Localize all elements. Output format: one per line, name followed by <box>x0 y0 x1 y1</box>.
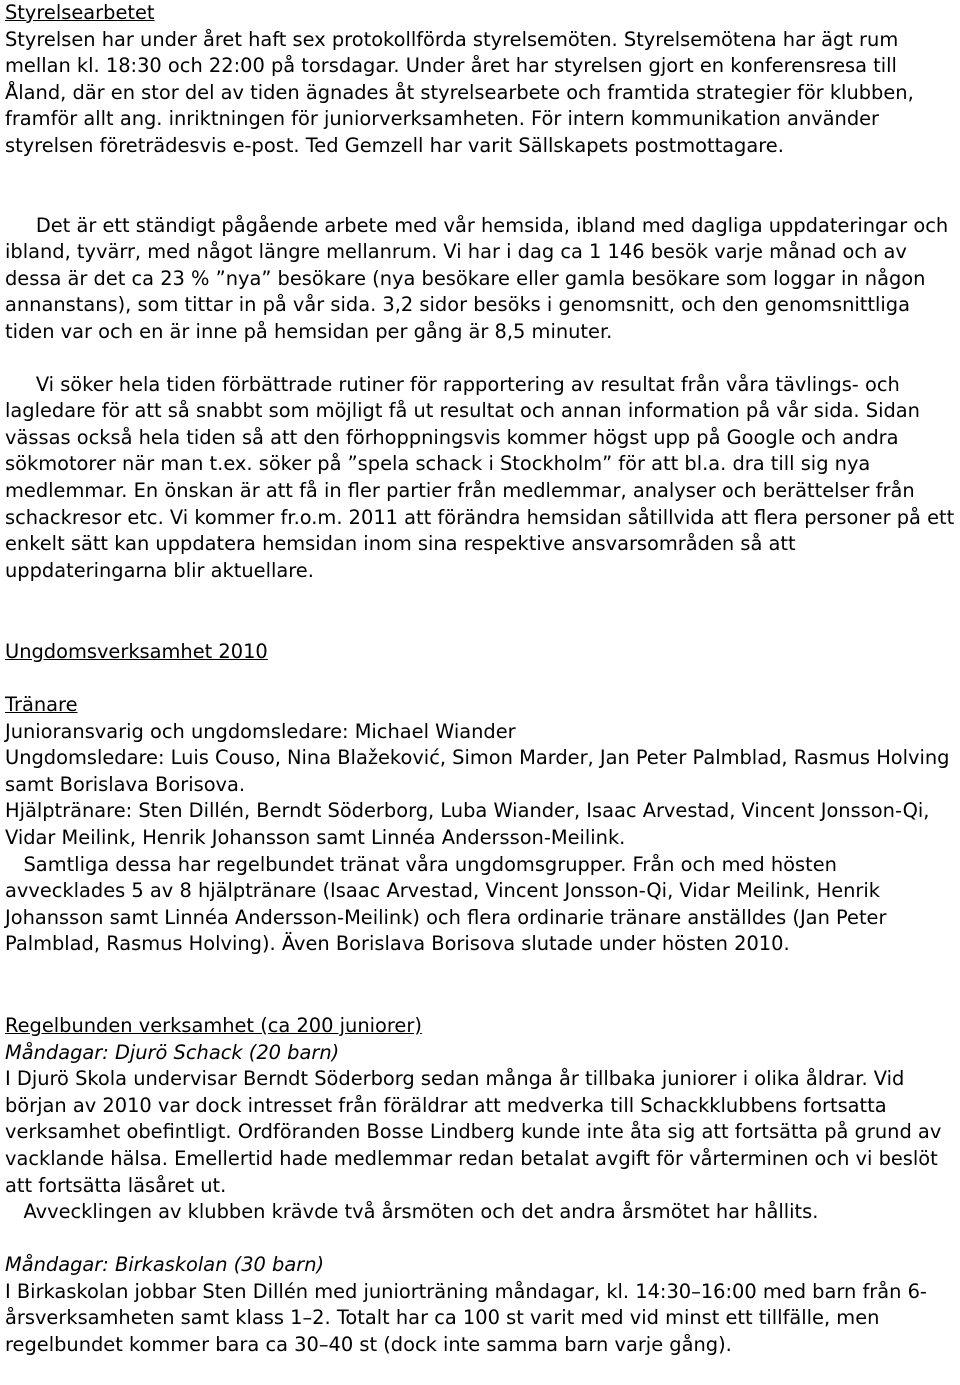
regelbunden-section <box>5 1013 957 1226</box>
section-heading: Styrelsearbetet <box>5 1 155 24</box>
body-paragraph <box>5 27 957 160</box>
birkaskolan-subheading: Måndagar: Birkaskolan (30 barn) <box>5 1253 325 1276</box>
subsection-heading: Tränare <box>5 693 78 716</box>
djuro-paragraph: I Djurö Skola undervisar Berndt Söderborg sedan många år tillbaka juniorer i olika åldrar. Vid början av 2010 var dock intresset från föräldrar att medverka till Schackklubbens fortsatta verksamhet obefintligt. Ordföranden Bosse Lindberg kunde inte åta sig att fortsätta på grund av vacklande hälsa. Emellertid hade medlemmar redan betalat avgift för vårterminen och vi beslöt att fortsätta läsåret ut. <box>5 1067 942 1197</box>
section-heading: Regelbunden verksamhet (ca 200 juniorer) <box>5 1014 422 1037</box>
hjalptranare-line: Hjälptränare: Sten Dillén, Berndt Söderborg, Luba Wiander, Isaac Arvestad, Vincent Jonsson-Qi, Vidar Meilink, Henrik Johansson samt Linnéa Andersson-Meilink. <box>5 799 930 849</box>
section-heading: Ungdomsverksamhet 2010 <box>5 640 268 663</box>
paragraph-text: Det är ett ständigt pågående arbete med vår hemsida, ibland med dagliga uppdateringar och ibland, tyvärr, med något längre mellanrum. Vi har i dag ca 1 146 besök varje månad och av dessa är det ca 23 % ”nya” besökare (nya besökare eller gamla besökare som loggar in någon annanstans), som tittar in på vår sida. 3,2 sidor besöks i genomsnitt, och den genomsnittliga tiden var och en är inne på hemsidan per gång är 8,5 minuter. <box>5 213 955 343</box>
paragraph-text: Styrelsen har under året haft sex protokollförda styrelsemöten. Styrelsemötena har ägt rum mellan kl. 18:30 och 22:00 på torsdagar. Under året har styrelsen gjort en konferensresa till Åland, där en stor del av tiden ägnades åt styrelsearbete och framtida strategier för klubben, framför allt ang. inriktningen för juniorverksamheten. För intern kommunikation använder styrelsen företrädesvis e-post. Ted Gemzell har varit Sällskapets postmottagare. <box>5 27 920 157</box>
rutiner-paragraph <box>5 345 960 611</box>
tranare-block <box>5 692 957 958</box>
paragraph-text: Vi söker hela tiden förbättrade rutiner för rapportering av resultat från våra tävlings- och lagledare för att så snabbt som möjligt få ut resultat och annan information på vår sida. Sidan vässas också hela tiden så att den förhoppningsvis kommer högst upp på Google och andra sökmotorer när man t.ex. söker på ”spela schack i Stockholm” för att bl.a. dra till sig nya medlemmar. En önskan är att få in fler partier från medlemmar, analyser och berättelser från schackresor etc. Vi kommer fr.o.m. 2011 att förändra hemsidan såtillvida att flera personer på ett enkelt sätt kan uppdatera hemsidan inom sina respektive ansvarsområden så att uppdateringarna blir aktuellare. <box>5 372 960 582</box>
ungdomsledare-line: Ungdomsledare: Luis Couso, Nina Blažeković, Simon Marder, Jan Peter Palmblad, Rasmus Holving samt Borislava Borisova. <box>5 746 950 796</box>
ungdomsverksamhet-section <box>5 639 957 666</box>
styrelsearbetet-section <box>5 0 957 160</box>
birkaskolan-paragraph: I Birkaskolan jobbar Sten Dillén med juniorträning måndagar, kl. 14:30–16:00 med barn från 6-årsverksamheten samt klass 1–2. Totalt har ca 100 st varit med vid minst ett tillfälle, men regelbundet kommer bara ca 30–40 st (dock inte samma barn varje gång). <box>5 1279 927 1356</box>
djuro-subheading: Måndagar: Djurö Schack (20 barn) <box>5 1040 340 1064</box>
junioransvarig-line: Junioransvarig och ungdomsledare: Michael Wiander <box>5 719 516 743</box>
body-paragraph: Samtliga dessa har regelbundet tränat våra ungdomsgrupper. Från och med hösten avvecklades 5 av 8 hjälptränare (Isaac Arvestad, Vincent Jonsson-Qi, Vidar Meilink, Henrik Johansson samt Linnéa Andersson-Meilink) och flera ordinarie tränare anställdes (Jan Peter Palmblad, Rasmus Holving). Även Borislava Borisova slutade under hösten 2010. <box>5 852 893 956</box>
avveckling-paragraph: Avvecklingen av klubben krävde två årsmöten och det andra årsmötet har hållits. <box>5 1200 819 1224</box>
birkaskolan-block <box>5 1252 957 1358</box>
